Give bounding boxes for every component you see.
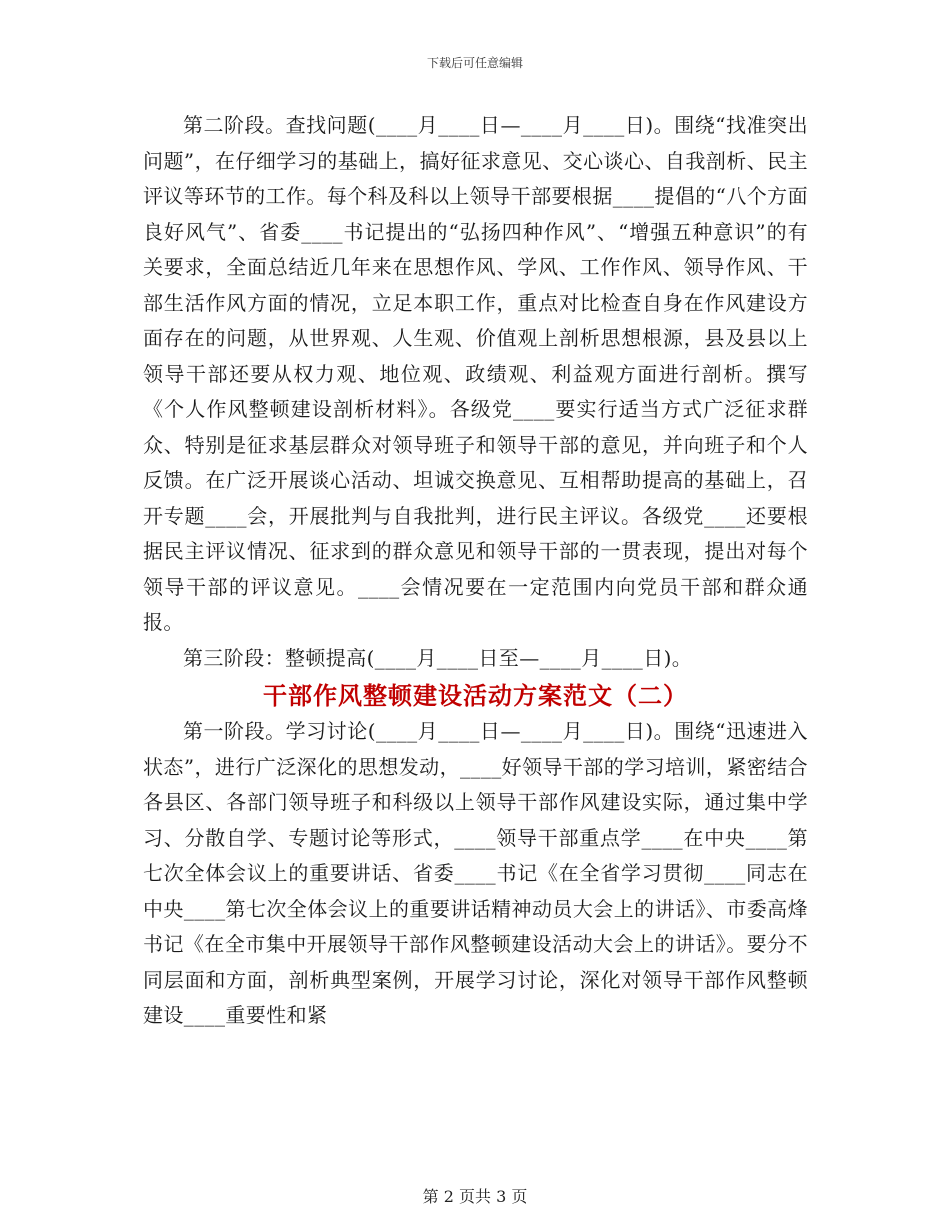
section-title: 干部作风整顿建设活动方案范文（二）: [263, 681, 688, 710]
paragraph-stage-one: 第一阶段。学习讨论(____月____日—____月____日)。围绕“迅速进入状态”，进行广泛深化的思想发动，____好领导干部的学习培训，紧密结合各县区、各部门领导班子和科级以上领导干部作风建设实际，通过集中学习、分散自学、专题讨论等形式，____领导干部重点学____在中央____第七次全体会议上的重要讲话、省委____书记《在全省学习贯彻____同志在中央____第七次全体会议上的重要讲话精神动员大会上的讲话》、市委高烽书记《在全市集中开展领导干部作风整顿建设活动大会上的讲话》。要分不同层面和方面，剖析典型案例，开展学习讨论，深化对领导干部作风整顿建设____重要性和紧: [143, 719, 808, 1027]
page-footer: 第 2 页共 3 页: [422, 1187, 528, 1206]
paragraph-stage-two: 第二阶段。查找问题(____月____日—____月____日)。围绕“找准突出问题”，在仔细学习的基础上，搞好征求意见、交心谈心、自我剖析、民主评议等环节的工作。每个科及科以上领导干部要根据____提倡的“八个方面良好风气”、省委____书记提出的“弘扬四种作风”、“增强五种意识”的有关要求，全面总结近几年来在思想作风、学风、工作作风、领导作风、干部生活作风方面的情况，立足本职工作，重点对比检查自身在作风建设方面存在的问题，从世界观、人生观、价值观上剖析思想根源，县及县以上领导干部还要从权力观、地位观、政绩观、利益观方面进行剖析。撰写《个人作风整顿建设剖析材料》。各级党____要实行适当方式广泛征求群众、特别是征求基层群众对领导班子和领导干部的意见，并向班子和个人反馈。在广泛开展谈心活动、坦诚交换意见、互相帮助提高的基础上，召开专题____会，开展批判与自我批判，进行民主评议。各级党____还要根据民主评议情况、征求到的群众意见和领导干部的一贯表现，提出对每个领导干部的评议意见。____会情况要在一定范围内向党员干部和群众通报。: [143, 113, 808, 634]
document-body: [143, 108, 808, 1034]
page-header: 下载后可任意编辑: [426, 56, 523, 70]
paragraph-stage-three: 第三阶段：整顿提高(____月____日至—____月____日)。: [183, 645, 693, 670]
